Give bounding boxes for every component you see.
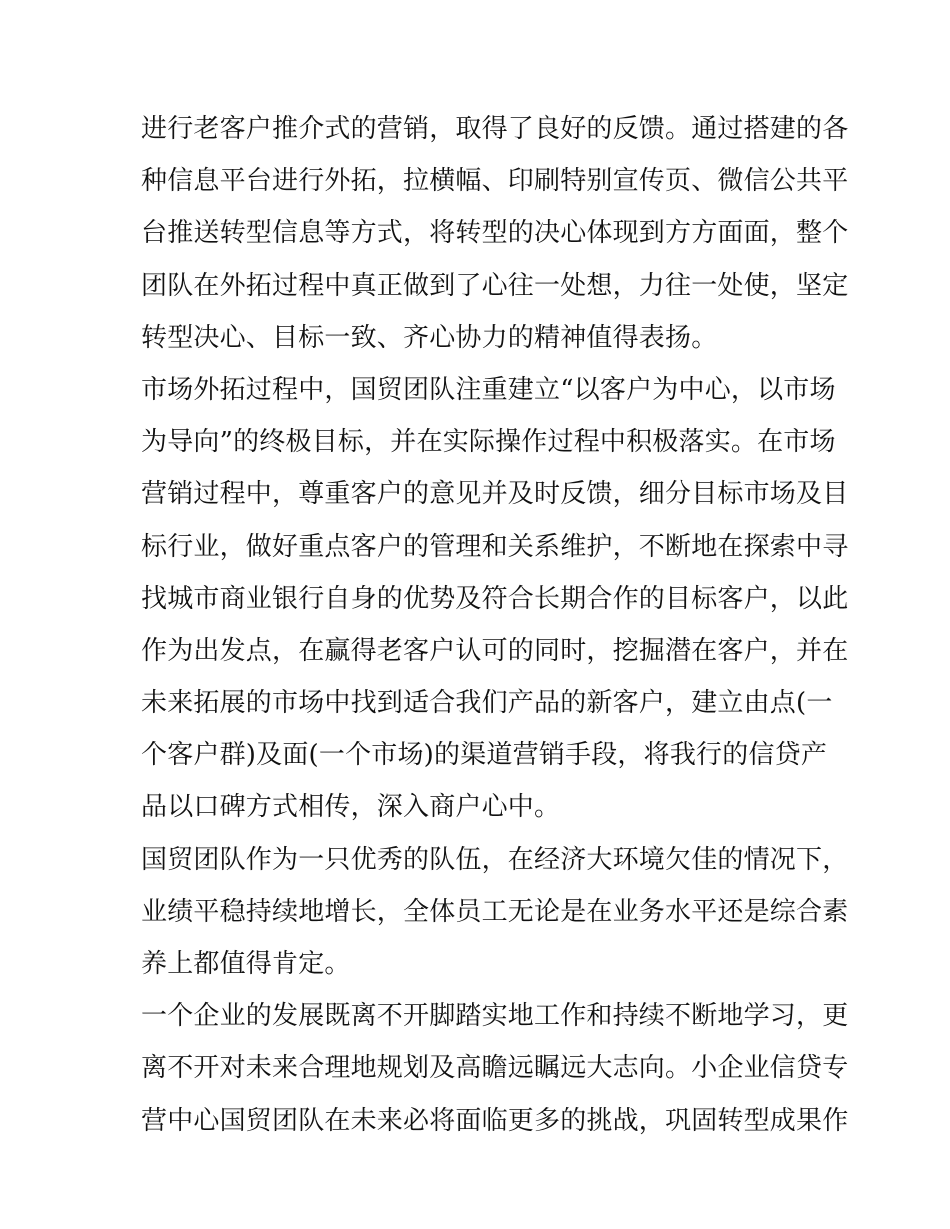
text-line: 国贸团队作为一只优秀的队伍，在经济大环境欠佳的情况下， (141, 844, 849, 875)
document-body (141, 103, 849, 1147)
paragraph-1 (141, 103, 849, 364)
text-line: 市场外拓过程中，国贸团队注重建立“以客户为中心，以市场 (141, 374, 836, 405)
text-line: 业绩平稳持续地增长，全体员工无论是在业务水平还是综合素 (141, 896, 849, 927)
text-line: 标行业，做好重点客户的管理和关系维护，不断地在探索中寻 (141, 531, 849, 562)
text-line: 个客户群)及面(一个市场)的渠道营销手段，将我行的信贷产 (141, 740, 828, 771)
text-line: 养上都值得肯定。 (141, 949, 351, 979)
text-line: 一个企业的发展既离不开脚踏实地工作和持续不断地学习，更 (141, 1001, 849, 1032)
paragraph-3 (141, 834, 849, 991)
text-line: 营销过程中，尊重客户的意见并及时反馈，细分目标市场及目 (141, 479, 849, 510)
text-line: 离不开对未来合理地规划及高瞻远瞩远大志向。小企业信贷专 (141, 1053, 849, 1084)
text-line: 作为出发点，在赢得老客户认可的同时，挖掘潜在客户，并在 (141, 635, 849, 666)
text-line: 团队在外拓过程中真正做到了心往一处想，力往一处使，坚定 (141, 270, 849, 301)
text-line: 品以口碑方式相传，深入商户心中。 (141, 792, 561, 823)
text-line: 为导向”的终极目标，并在实际操作过程中积极落实。在市场 (141, 427, 836, 458)
paragraph-2 (141, 364, 849, 834)
text-line: 找城市商业银行自身的优势及符合长期合作的目标客户，以此 (141, 583, 849, 614)
text-line: 台推送转型信息等方式，将转型的决心体现到方方面面，整个 (141, 218, 849, 249)
text-line: 进行老客户推介式的营销，取得了良好的反馈。通过搭建的各 (141, 114, 849, 144)
paragraph-4 (141, 990, 849, 1147)
text-line: 营中心国贸团队在未来必将面临更多的挑战，巩固转型成果作 (141, 1105, 849, 1136)
text-line: 转型决心、目标一致、齐心协力的精神值得表扬。 (141, 322, 718, 353)
text-line: 未来拓展的市场中找到适合我们产品的新客户，建立由点(一 (141, 688, 833, 719)
text-line: 种信息平台进行外拓，拉横幅、印刷特别宣传页、微信公共平 (141, 166, 849, 197)
